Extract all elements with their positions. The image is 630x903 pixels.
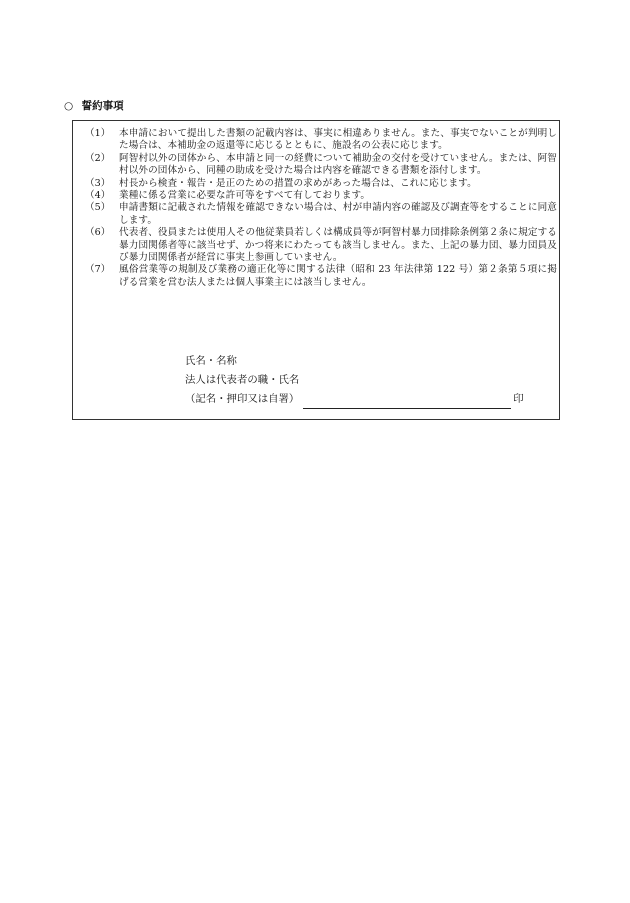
- pledge-text: 申請書類に記載された情報を確認できない場合は、村が申請内容の確認及び調査等をすることに同意します。: [119, 202, 557, 226]
- pledge-text: 村長から検査・報告・是正のための措置の求めがあった場合は、これに応じます。: [119, 177, 477, 189]
- pledge-item-4: [85, 190, 557, 202]
- pledge-number: （1）: [85, 128, 111, 139]
- pledge-number: （4）: [85, 190, 111, 202]
- circle-marker-icon: ○: [64, 100, 74, 112]
- pledge-text: 風俗営業等の規制及び業務の適正化等に関する法律（昭和 23 年法律第 122 号）第２条第５項に掲げる営業を営む法人または個人事業主には該当しません。: [119, 264, 557, 288]
- pledge-text: 業種に係る営業に必要な許可等をすべて有しております。: [119, 190, 371, 202]
- pledge-item-2: [85, 153, 557, 178]
- signature-line[interactable]: [303, 395, 511, 409]
- pledge-item-3: [85, 178, 557, 190]
- pledge-item-5: [85, 202, 557, 227]
- pledge-number: （3）: [85, 177, 111, 189]
- pledge-number: （6）: [85, 227, 111, 239]
- section-title: 誓約事項: [81, 100, 124, 112]
- rep-label-row: [185, 371, 524, 390]
- name-label-row: [185, 352, 524, 371]
- signature-block: [185, 352, 524, 409]
- pledge-text: 本申請において提出した書類の記載内容は、事実に相違ありません。また、事実でないことが判明した場合は、本補助金の返還等に応じるとともに、施設名の公表に応じます。: [119, 128, 557, 152]
- sign-note: （記名・押印又は自署）: [185, 393, 300, 405]
- section-heading: [64, 99, 124, 113]
- name-label: 氏名・名称: [185, 355, 237, 367]
- pledge-list: [85, 128, 557, 289]
- seal-mark: 印: [513, 393, 524, 405]
- sign-row: [185, 390, 524, 409]
- pledge-text: 阿智村以外の団体から、本申請と同一の経費について補助金の交付を受けていません。または、阿智村以外の団体から、同種の助成を受けた場合は内容を確認できる書類を添付します。: [119, 152, 557, 177]
- pledge-number: （5）: [85, 202, 111, 214]
- representative-label: 法人は代表者の職・氏名: [185, 374, 300, 386]
- pledge-item-1: [85, 128, 557, 153]
- pledge-box: [72, 120, 560, 420]
- pledge-item-7: [85, 264, 557, 289]
- pledge-item-6: [85, 227, 557, 264]
- pledge-text: 代表者、役員または使用人その他従業員若しくは構成員等が阿智村暴力団排除条例第２条に規定する暴力団関係者等に該当せず、かつ将来にわたっても該当しません。また、上記の暴力団、暴力団員及び暴力団関係者が経営に事実上参画していません。: [119, 227, 557, 264]
- pledge-number: （7）: [85, 264, 111, 276]
- pledge-number: （2）: [85, 152, 111, 164]
